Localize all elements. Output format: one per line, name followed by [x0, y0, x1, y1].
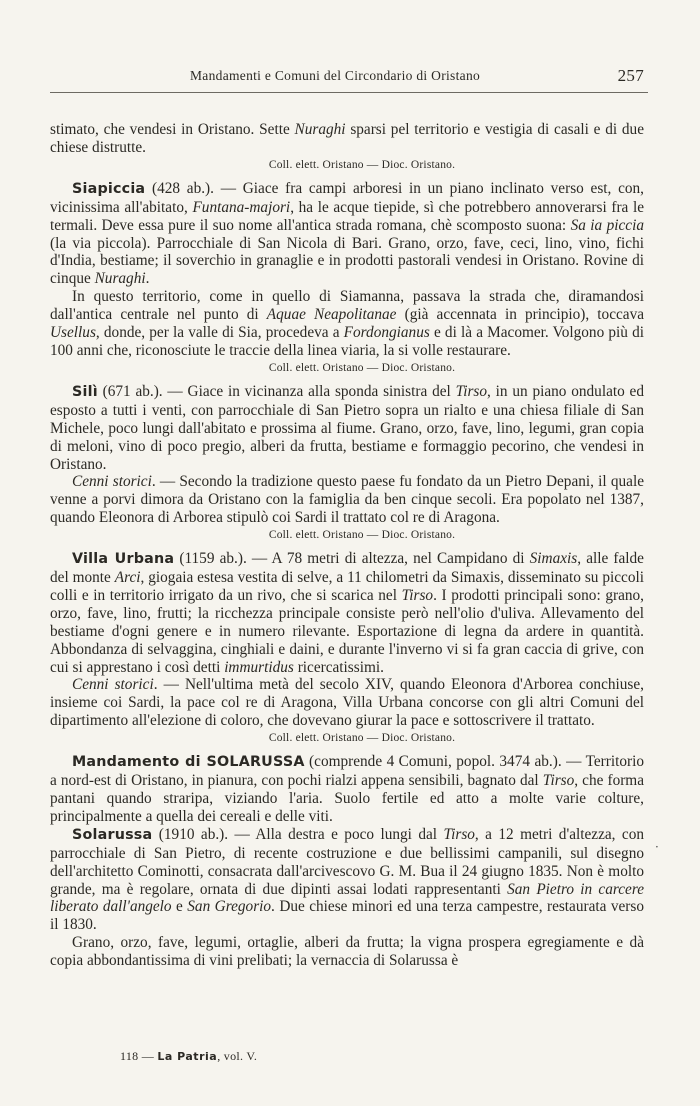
paragraph: In questo territorio, come in quello di Siamanna, passava la strada che, diramandosi dall'antica centrale nel punto di Aquae Neapolitanae (già accennata in principio), toccava Usellus, donde, per la valle di Sia, procedeva a Fordongianus e di là a Macomer. Volgono più di 100 anni che, riconosciute le traccie della linea viaria, la si volle restaurare.: [50, 288, 645, 359]
entry-villa-urbana: Villa Urbana (1159 ab.). — A 78 metri di altezza, nel Campidano di Simaxis, alle falde del monte Arci, giogaia estesa vestita di selve, a 11 chilometri da Simaxis, disseminato su piccoli colli e in territorio irrigato da un rivo, che si scarica nel Tirso. I prodotti principali sono: grano, orzo, fave, lino, frutti; la ricchezza principale consiste però nell'olio d'uliva. Allevamento del bestiame d'ogni genere e in numero rilevante. Esportazione di legna da ardere in quantità. Abbondanza di selvaggina, cinghiali e daini, e durante l'inverno vi si fa gran caccia di grive, con cui si apprestano i così detti immurtidus ricercatissimi.: [50, 550, 644, 676]
margin-mark: ·: [655, 840, 659, 854]
entry-name: Solarussa: [72, 826, 153, 843]
running-header: [50, 66, 650, 90]
signature-volume: , vol. V.: [217, 1049, 258, 1063]
collegio-line: Coll. elett. Oristano — Dioc. Oristano.: [268, 529, 456, 542]
body-text: [50, 121, 644, 970]
entry-name: Siapiccia: [72, 180, 146, 197]
collegio-line: Coll. elett. Oristano — Dioc. Oristano.: [268, 732, 456, 745]
page-number: 257: [617, 66, 644, 85]
footer-signature: [120, 1049, 257, 1064]
entry-name: Mandamento di SOLARUSSA: [72, 754, 305, 771]
entry-sili: Silì (671 ab.). — Giace in vicinanza alla sponda sinistra del Tirso, in un piano ondulato ed esposto a tutti i venti, con parrocchiale di San Pietro sopra un rialto e una chiesa filiale di San Michele, poco lungi dall'abitato e prossima al fiume. Grano, orzo, fave, lino, legumi, gran copia di meloni, vino di poco pregio, alberi da frutta, bestiame e formaggio pecorino, che vendesi in Oristano.: [50, 382, 644, 473]
entry-siapiccia: Siapiccia (428 ab.). — Giace fra campi arboresi in un piano inclinato verso est, con, vicinissima all'abitato, Funtana-majori, ha le acque tiepide, sì che potrebbero annoverarsi fra le termali. Deve essa pure il suo nome all'antica strada romana, chè scomposto suona: Sa ia piccia (la via piccola). Parrocchiale di San Nicola di Bari. Grano, orzo, fave, ceci, lino, vino, fichi d'India, bestiame; il soverchio in granaglie e in prodotti pastorali vendesi in Oristano. Rovine di cinque Nuraghi.: [50, 179, 645, 288]
paragraph: Cenni storici. — Secondo la tradizione questo paese fu fondato da un Pietro Depani, il quale venne a porvi dimora da Oristano con la famiglia da ben cinque secoli. Era popolato nel 1387, quando Eleonora di Arborea stipulò coi Sardi il trattato col re di Aragona.: [50, 473, 644, 527]
entry-solarussa: Solarussa (1910 ab.). — Alla destra e poco lungi dal Tirso, a 12 metri d'altezza, con parrocchiale di San Pietro, di recente costruzione e due bellissimi campanili, sul disegno dell'architetto Cominotti, consacrata dall'arcivescovo G. M. Bua il 24 giugno 1835. Non è molto grande, ma è regolare, ornata di due dipinti assai lodati rappresentanti San Pietro in carcere liberato dall'angelo e San Gregorio. Due chiese minori ed una terza campestre, restaurata verso il 1830.: [50, 825, 645, 934]
entry-name: Silì: [72, 383, 98, 400]
collegio-line: Coll. elett. Oristano — Dioc. Oristano.: [268, 361, 456, 374]
entry-name: Villa Urbana: [72, 551, 175, 568]
collegio-line: Coll. elett. Oristano — Dioc. Oristano.: [268, 158, 456, 171]
header-rule: [50, 92, 648, 93]
signature-number: 118 —: [120, 1049, 158, 1063]
paragraph: Grano, orzo, fave, legumi, ortaglie, alberi da frutta; la vigna prospera egregiamente e dà copia abbondantissima di vini prelibati; la vernaccia di Solarussa è: [50, 934, 644, 970]
signature-title: La Patria: [157, 1050, 218, 1063]
header-title: Mandamenti e Comuni del Circondario di Oristano: [190, 68, 481, 83]
entry-mandamento-solarussa: Mandamento di SOLARUSSA (comprende 4 Comuni, popol. 3474 ab.). — Territorio a nord-est di Oristano, in pianura, con pochi rialzi appena sensibili, bagnato dal Tirso, che forma pantani quando straripa, viziando l'aria. Suolo fertile ed atto a molte varie colture, principalmente a quella dei cereali e delle viti.: [50, 753, 644, 825]
paragraph: Cenni storici. — Nell'ultima metà del secolo XIV, quando Eleonora d'Arborea conchiuse, insieme coi Sardi, la pace col re di Aragona, Villa Urbana concorse con gli altri Comuni del dipartimento all'elezione di coloro, che dovevano giurar la pace e sottoscrivere il trattato.: [50, 676, 644, 730]
paragraph: stimato, che vendesi in Oristano. Sette Nuraghi sparsi pel territorio e vestigia di casali e di due chiese distrutte.: [50, 121, 644, 156]
